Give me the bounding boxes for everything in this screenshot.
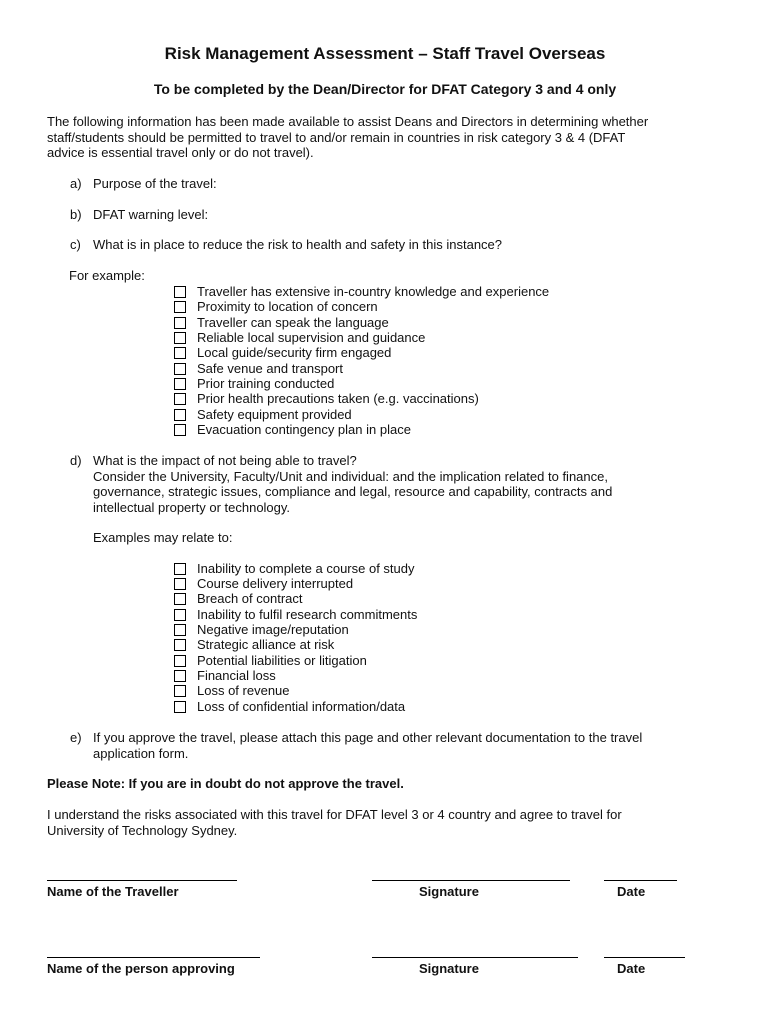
approver-signature-line[interactable] (372, 957, 578, 958)
traveller-date-label: Date (617, 884, 646, 899)
item-b-marker: b) (70, 207, 82, 222)
checklist-item[interactable]: Strategic alliance at risk (174, 637, 334, 652)
approver-signature-label: Signature (419, 961, 479, 976)
checkbox[interactable] (174, 378, 186, 390)
checklist-item[interactable]: Safety equipment provided (174, 407, 352, 422)
approver-date-line[interactable] (604, 957, 685, 958)
checkbox[interactable] (174, 701, 186, 713)
agreement-line-1: I understand the risks associated with this travel for DFAT level 3 or 4 country and agree to travel for (47, 807, 622, 822)
checklist-item[interactable]: Traveller can speak the language (174, 315, 389, 330)
traveller-signature-label: Signature (419, 884, 479, 899)
approver-name-label: Name of the person approving (47, 961, 235, 976)
checklist-item[interactable]: Loss of revenue (174, 683, 290, 698)
checkbox[interactable] (174, 593, 186, 605)
item-b-dfat-level: DFAT warning level: (93, 207, 209, 222)
checklist-item[interactable]: Traveller has extensive in-country knowledge and experience (174, 284, 549, 299)
item-c-question: What is in place to reduce the risk to health and safety in this instance? (93, 237, 503, 252)
item-d-text (93, 453, 612, 515)
checklist-item[interactable]: Reliable local supervision and guidance (174, 330, 425, 345)
intro-paragraph (47, 114, 648, 161)
checklist-item[interactable]: Proximity to location of concern (174, 299, 378, 314)
checkbox[interactable] (174, 670, 186, 682)
item-d-line-1: What is the impact of not being able to travel? (93, 453, 357, 468)
item-c-marker: c) (70, 237, 81, 252)
examples-label: Examples may relate to: (93, 530, 233, 545)
item-d-line-2: Consider the University, Faculty/Unit and individual: and the implication related to finance, (93, 468, 608, 484)
checklist-item[interactable]: Inability to fulfil research commitments (174, 607, 417, 622)
intro-line-2: staff/students should be permitted to travel to and/or remain in countries in risk category 3 & 4 (DFAT (47, 129, 626, 145)
item-d-line-3: governance, strategic issues, compliance and legal, resource and capability, contracts and (93, 484, 613, 499)
checklist-item[interactable]: Evacuation contingency plan in place (174, 422, 411, 437)
item-d-line-4: intellectual property or technology. (93, 499, 291, 515)
checkbox[interactable] (174, 363, 186, 375)
intro-line-1: The following information has been made available to assist Deans and Directors in determining whether (47, 114, 649, 129)
checklist-item[interactable]: Prior health precautions taken (e.g. vaccinations) (174, 391, 479, 406)
item-a-marker: a) (70, 176, 82, 191)
checklist-item[interactable]: Breach of contract (174, 591, 303, 606)
checklist-item[interactable]: Potential liabilities or litigation (174, 653, 367, 668)
checklist-item[interactable]: Local guide/security firm engaged (174, 345, 391, 360)
agreement-line-2: University of Technology Sydney. (47, 822, 238, 838)
item-e-marker: e) (70, 730, 82, 745)
checkbox[interactable] (174, 332, 186, 344)
checkbox[interactable] (174, 424, 186, 436)
checkbox[interactable] (174, 347, 186, 359)
traveller-signature-line[interactable] (372, 880, 570, 881)
checkbox[interactable] (174, 409, 186, 421)
checkbox[interactable] (174, 286, 186, 298)
checklist-item[interactable]: Safe venue and transport (174, 361, 343, 376)
checkbox[interactable] (174, 685, 186, 697)
checkbox[interactable] (174, 609, 186, 621)
checklist-item[interactable]: Prior training conducted (174, 376, 334, 391)
please-note: Please Note: If you are in doubt do not approve the travel. (47, 776, 404, 791)
checkbox[interactable] (174, 578, 186, 590)
agreement-paragraph (47, 807, 622, 838)
checklist-item[interactable]: Negative image/reputation (174, 622, 349, 637)
for-example-label: For example: (69, 268, 145, 283)
item-e-line-2: application form. (93, 745, 189, 761)
approver-name-line[interactable] (47, 957, 260, 958)
checkbox[interactable] (174, 301, 186, 313)
checklist-item[interactable]: Loss of confidential information/data (174, 699, 405, 714)
item-d-marker: d) (70, 453, 82, 468)
traveller-name-line[interactable] (47, 880, 237, 881)
item-e-text (93, 730, 642, 761)
intro-line-3: advice is essential travel only or do not travel). (47, 145, 314, 160)
approver-date-label: Date (617, 961, 646, 976)
traveller-date-line[interactable] (604, 880, 677, 881)
checkbox[interactable] (174, 655, 186, 667)
checkbox[interactable] (174, 393, 186, 405)
checklist-item[interactable]: Course delivery interrupted (174, 576, 353, 591)
checkbox[interactable] (174, 639, 186, 651)
checkbox[interactable] (174, 624, 186, 636)
checklist-item[interactable]: Financial loss (174, 668, 276, 683)
checkbox[interactable] (174, 563, 186, 575)
item-e-line-1: If you approve the travel, please attach this page and other relevant documentation to the travel (93, 730, 643, 745)
document-title: Risk Management Assessment – Staff Travel Overseas (164, 44, 606, 63)
checklist-item[interactable]: Inability to complete a course of study (174, 561, 415, 576)
checkbox[interactable] (174, 317, 186, 329)
traveller-name-label: Name of the Traveller (47, 884, 179, 899)
item-a-purpose: Purpose of the travel: (93, 176, 217, 191)
document-subtitle: To be completed by the Dean/Director for DFAT Category 3 and 4 only (153, 81, 617, 97)
